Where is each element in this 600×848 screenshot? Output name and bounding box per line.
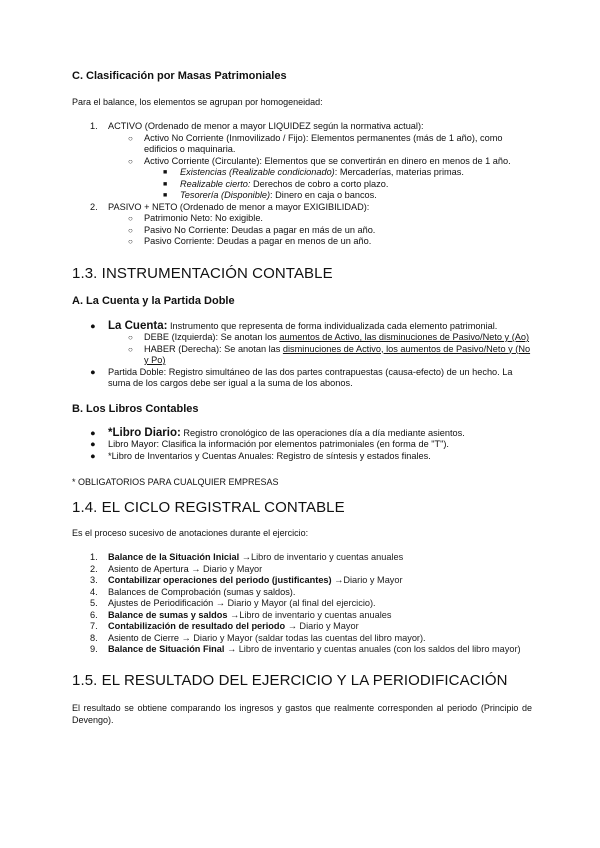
list-item-patrimonio-neto: ○ Patrimonio Neto: No exigible. <box>128 213 263 223</box>
circle-bullet-icon: ○ <box>128 214 133 223</box>
list-item-pasivo-no-corriente: ○ Pasivo No Corriente: Deudas a pagar en más de un año. <box>128 224 376 235</box>
ciclo-step: 2. Asiento de Apertura → Diario y Mayor <box>90 563 263 574</box>
section-1-4-intro: Es el proceso sucesivo de anotaciones durante el ejercicio: <box>72 528 309 538</box>
document-page <box>72 70 532 726</box>
ciclo-list <box>72 552 532 656</box>
list-item-existencias: ■ Existencias (Realizable condicionado): Mercaderías, materias primas. <box>163 167 464 177</box>
bullet-icon: ● <box>90 320 96 331</box>
ciclo-step: 5. Ajustes de Periodificación → Diario y Mayor (al final del ejercicio). <box>90 598 376 608</box>
obligatorios-note: * OBLIGATORIOS PARA CUALQUIER EMPRESAS <box>72 477 279 487</box>
square-bullet-icon: ■ <box>163 169 168 176</box>
list-item-tesoreria: ■ Tesorería (Disponible): Dinero en caja o bancos. <box>163 190 377 200</box>
section-1-5-heading: 1.5. EL RESULTADO DEL EJERCICIO Y LA PERIODIFICACIÓN <box>72 671 508 689</box>
section-1-3-heading: 1.3. INSTRUMENTACIÓN CONTABLE <box>72 264 333 282</box>
bullet-icon: ● <box>90 366 96 377</box>
ciclo-step: 1. Balance de la Situación Inicial →Libro de inventario y cuentas anuales <box>90 552 404 562</box>
list-item-activo-corriente: ○ Activo Corriente (Circulante): Elementos que se convertirán en dinero en menos de 1 año. <box>128 155 511 166</box>
subsection-b-heading: B. Los Libros Contables <box>72 402 199 415</box>
section-c-intro: Para el balance, los elementos se agrupan por homogeneidad: <box>72 97 323 107</box>
list-item-la-cuenta: ● La Cuenta: Instrumento que representa de forma individualizada cada elemento patrimonial. <box>90 319 498 332</box>
ciclo-step: 7. Contabilización de resultado del periodo → Diario y Mayor <box>90 621 359 631</box>
list-item-realizable: ■ Realizable cierto: Derechos de cobro a corto plazo. <box>163 178 389 189</box>
bullet-icon: ● <box>90 439 96 449</box>
list-number: 1. <box>90 121 98 131</box>
section-c-heading: C. Clasificación por Masas Patrimoniales <box>72 70 287 82</box>
circle-bullet-icon: ○ <box>128 225 133 235</box>
list-item-libro-inventarios: ● *Libro de Inventarios y Cuentas Anuales: Registro de síntesis y estados finales. <box>90 450 431 461</box>
ciclo-step: 9. Balance de Situación Final → Libro de inventario y cuentas anuales (con los saldos del libro mayor) <box>90 644 521 654</box>
ciclo-step: 4. Balances de Comprobación (sumas y saldos). <box>90 586 296 597</box>
circle-bullet-icon: ○ <box>128 344 133 354</box>
circle-bullet-icon: ○ <box>128 237 133 246</box>
masas-list <box>72 121 532 248</box>
bullet-icon: ● <box>90 427 96 438</box>
list-number: 2. <box>90 201 98 212</box>
list-item-activo: 1. ACTIVO (Ordenado de menor a mayor LIQUIDEZ según la normativa actual): <box>90 121 424 131</box>
bullet-icon: ● <box>90 450 96 461</box>
list-item-libro-diario: ● *Libro Diario: Registro cronológico de las operaciones día a día mediante asientos. <box>90 426 465 439</box>
square-bullet-icon: ■ <box>163 192 168 199</box>
circle-bullet-icon: ○ <box>128 156 133 166</box>
square-bullet-icon: ■ <box>163 180 168 188</box>
circle-bullet-icon: ○ <box>128 133 133 143</box>
subsection-a-heading: A. La Cuenta y la Partida Doble <box>72 294 235 307</box>
circle-bullet-icon: ○ <box>128 333 133 342</box>
section-1-4-heading: 1.4. EL CICLO REGISTRAL CONTABLE <box>72 499 345 516</box>
list-item-pasivo-corriente: ○ Pasivo Corriente: Deudas a pagar en menos de un año. <box>128 236 372 246</box>
list-item-debe: ○ DEBE (Izquierda): Se anotan los aumentos de Activo, las disminuciones de Pasivo/Neto y (Ao) <box>128 332 530 342</box>
section-1-5-text: El resultado se obtiene comparando los ingresos y gastos que realmente corresponden al periodo (Principio de Devengo). <box>72 702 532 725</box>
ciclo-step: 3. Contabilizar operaciones del periodo (justificantes) →Diario y Mayor <box>90 575 403 585</box>
list-item-activo-no-corriente: ○ Activo No Corriente (Inmovilizado / Fijo): Elementos permanentes (más de 1 año), como edificios o maquinaria. <box>128 132 503 154</box>
list-item-pasivo-neto: 2. PASIVO + NETO (Ordenado de menor a mayor EXIGIBILIDAD): <box>90 201 370 212</box>
libros-list <box>72 428 532 463</box>
list-item-haber: ○ HABER (Derecha): Se anotan las disminuciones de Activo, los aumentos de Pasivo/Neto y (No y Po) <box>128 343 531 365</box>
ciclo-step: 6. Balance de sumas y saldos →Libro de inventario y cuentas anuales <box>90 609 392 620</box>
ciclo-step: 8. Asiento de Cierre → Diario y Mayor (saldar todas las cuentas del libro mayor). <box>90 632 426 643</box>
list-item-partida-doble: ● Partida Doble: Registro simultáneo de las dos partes contrapuestas (causa-efecto) de un hecho. La suma de los cargos debe ser igual a la suma de los abonos. <box>90 366 513 388</box>
list-item-libro-mayor: ● Libro Mayor: Clasifica la información por elementos patrimoniales (en forma de "T"). <box>90 439 449 449</box>
cuenta-list <box>72 321 532 390</box>
